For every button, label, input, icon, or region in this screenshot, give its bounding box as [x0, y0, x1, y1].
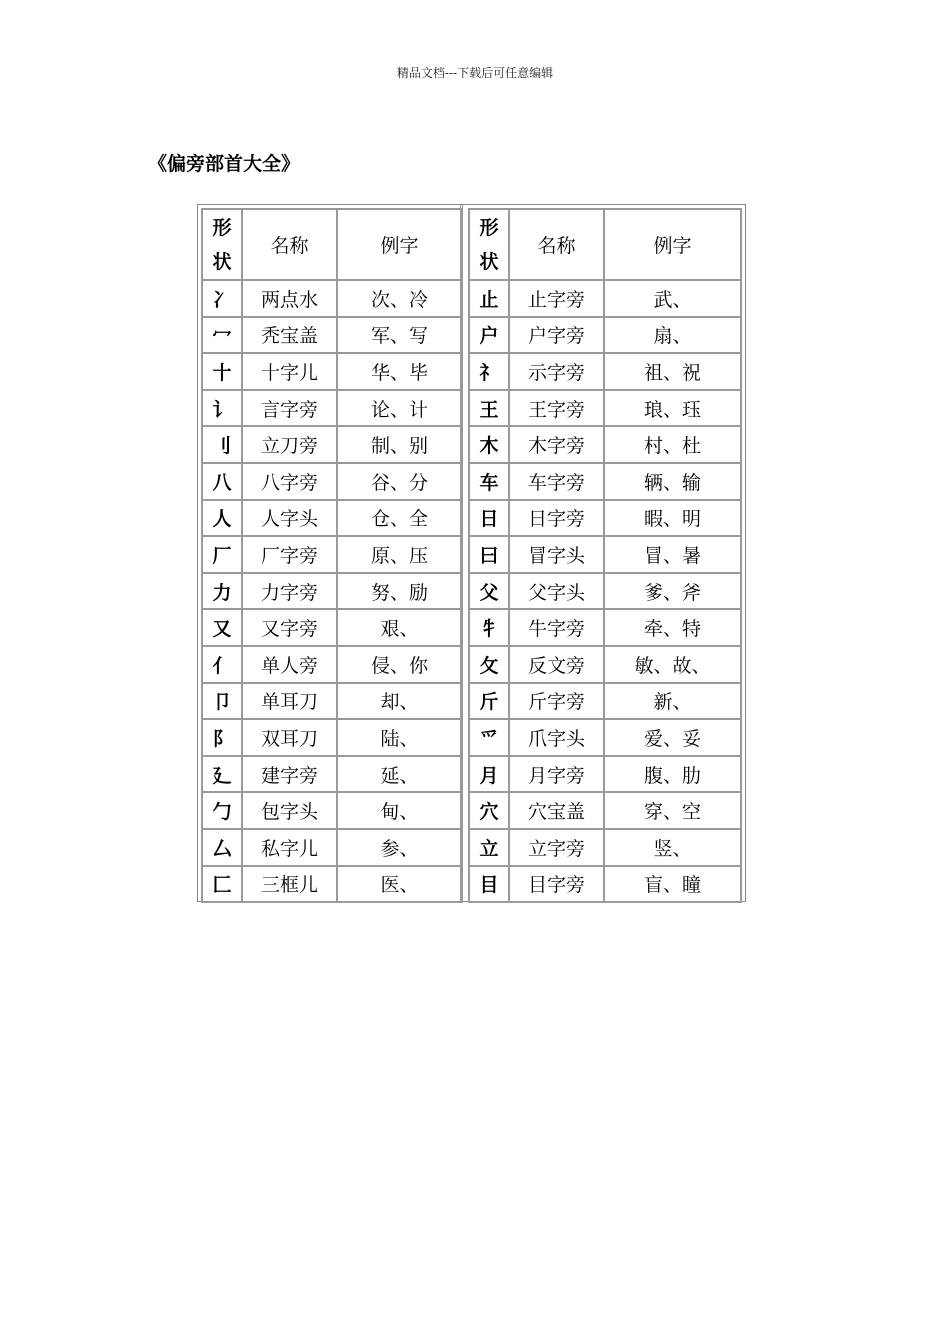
table-row	[202, 353, 462, 390]
table-row	[202, 756, 462, 793]
radical-shape: 车	[469, 463, 509, 500]
table-row	[202, 426, 462, 463]
radical-shape: 刂	[202, 426, 242, 463]
table-row	[469, 573, 741, 610]
radical-shape: 厂	[202, 536, 242, 573]
radical-shape: 八	[202, 463, 242, 500]
radical-example: 制、别	[337, 426, 462, 463]
radical-shape: 亻	[202, 646, 242, 683]
radical-example: 论、计	[337, 390, 462, 427]
radical-example: 牵、特	[604, 609, 741, 646]
radical-example: 谷、分	[337, 463, 462, 500]
radical-example: 陆、	[337, 719, 462, 756]
radical-example: 华、毕	[337, 353, 462, 390]
radical-shape: 月	[469, 756, 509, 793]
radical-shape: 冖	[202, 317, 242, 354]
radical-shape: 力	[202, 573, 242, 610]
radical-shape: 礻	[469, 353, 509, 390]
radical-shape: 廴	[202, 756, 242, 793]
table-row	[202, 829, 462, 866]
radical-example: 侵、你	[337, 646, 462, 683]
radical-example: 琅、珏	[604, 390, 741, 427]
table-row	[469, 317, 741, 354]
radical-shape: 曰	[469, 536, 509, 573]
radical-name: 月字旁	[509, 756, 604, 793]
radical-example: 村、杜	[604, 426, 741, 463]
radical-shape: 卩	[202, 683, 242, 720]
radical-shape: 讠	[202, 390, 242, 427]
table-row	[202, 536, 462, 573]
radical-name: 双耳刀	[242, 719, 337, 756]
radical-name: 人字头	[242, 500, 337, 537]
radical-name: 示字旁	[509, 353, 604, 390]
radical-name: 十字儿	[242, 353, 337, 390]
table-row	[202, 500, 462, 537]
radical-shape: 立	[469, 829, 509, 866]
radical-name: 木字旁	[509, 426, 604, 463]
radical-example: 努、励	[337, 573, 462, 610]
radical-example: 爹、斧	[604, 573, 741, 610]
radical-shape: 斤	[469, 683, 509, 720]
radical-example: 甸、	[337, 792, 462, 829]
header-shape	[202, 209, 242, 280]
radical-name: 八字旁	[242, 463, 337, 500]
header-row	[202, 209, 462, 280]
table-row	[469, 500, 741, 537]
radical-shape: 阝	[202, 719, 242, 756]
table-row	[469, 536, 741, 573]
radical-example: 艰、	[337, 609, 462, 646]
radical-shape: 止	[469, 280, 509, 317]
radical-shape: 目	[469, 866, 509, 903]
header-example: 例字	[337, 209, 462, 280]
header-example: 例字	[604, 209, 741, 280]
radical-example: 冒、暑	[604, 536, 741, 573]
radical-example: 爱、妥	[604, 719, 741, 756]
radical-example: 次、冷	[337, 280, 462, 317]
radical-shape: 匚	[202, 866, 242, 903]
table-row	[469, 609, 741, 646]
table-row	[469, 280, 741, 317]
radical-name: 两点水	[242, 280, 337, 317]
radical-example: 却、	[337, 683, 462, 720]
radical-example: 祖、祝	[604, 353, 741, 390]
radical-name: 穴宝盖	[509, 792, 604, 829]
radical-shape: 王	[469, 390, 509, 427]
radical-shape: 父	[469, 573, 509, 610]
radical-shape: 穴	[469, 792, 509, 829]
radical-example: 竖、	[604, 829, 741, 866]
table-row	[469, 646, 741, 683]
header-shape-line2: 状	[479, 250, 499, 273]
header-row	[469, 209, 741, 280]
radical-example: 辆、输	[604, 463, 741, 500]
table-separator	[460, 205, 463, 901]
table-row	[469, 866, 741, 903]
radical-name: 三框儿	[242, 866, 337, 903]
radical-shape: 十	[202, 353, 242, 390]
radical-name: 牛字旁	[509, 609, 604, 646]
radical-shape: 冫	[202, 280, 242, 317]
table-row	[202, 683, 462, 720]
radical-shape: 牜	[469, 609, 509, 646]
radical-shape: 日	[469, 500, 509, 537]
radical-name: 秃宝盖	[242, 317, 337, 354]
radical-shape: 人	[202, 500, 242, 537]
table-row	[202, 317, 462, 354]
radical-example: 延、	[337, 756, 462, 793]
table-row	[202, 792, 462, 829]
table-row	[469, 463, 741, 500]
table-row	[202, 866, 462, 903]
document-title: 《偏旁部首大全》	[148, 153, 301, 175]
table-row	[469, 792, 741, 829]
table-row	[469, 829, 741, 866]
table-row	[469, 719, 741, 756]
radicals-table-right	[468, 208, 742, 903]
table-row	[202, 463, 462, 500]
radical-shape: 又	[202, 609, 242, 646]
table-row	[202, 573, 462, 610]
header-shape-line1: 形	[212, 216, 232, 239]
radical-name: 王字旁	[509, 390, 604, 427]
radicals-table-frame	[197, 204, 746, 902]
table-row	[469, 426, 741, 463]
radical-name: 目字旁	[509, 866, 604, 903]
radical-name: 爪字头	[509, 719, 604, 756]
radical-shape: 户	[469, 317, 509, 354]
radical-name: 又字旁	[242, 609, 337, 646]
radical-name: 包字头	[242, 792, 337, 829]
radical-example: 敏、故、	[604, 646, 741, 683]
radical-name: 立刀旁	[242, 426, 337, 463]
header-name: 名称	[509, 209, 604, 280]
radical-name: 建字旁	[242, 756, 337, 793]
table-row	[202, 280, 462, 317]
radical-example: 新、	[604, 683, 741, 720]
radical-example: 暇、明	[604, 500, 741, 537]
radical-example: 仓、全	[337, 500, 462, 537]
radical-shape: 勹	[202, 792, 242, 829]
table-row	[202, 646, 462, 683]
page-header: 精品文档---下载后可任意编辑	[396, 66, 554, 80]
table-row	[469, 683, 741, 720]
radical-example: 参、	[337, 829, 462, 866]
radical-shape: 木	[469, 426, 509, 463]
radical-example: 武、	[604, 280, 741, 317]
radical-name: 车字旁	[509, 463, 604, 500]
radical-name: 止字旁	[509, 280, 604, 317]
table-row	[202, 719, 462, 756]
radical-example: 盲、瞳	[604, 866, 741, 903]
radical-name: 单人旁	[242, 646, 337, 683]
radical-example: 穿、空	[604, 792, 741, 829]
header-shape	[469, 209, 509, 280]
radical-name: 日字旁	[509, 500, 604, 537]
radical-name: 冒字头	[509, 536, 604, 573]
table-row	[469, 353, 741, 390]
table-row	[202, 390, 462, 427]
radical-shape: 厶	[202, 829, 242, 866]
radical-name: 力字旁	[242, 573, 337, 610]
table-row	[469, 390, 741, 427]
table-row	[202, 609, 462, 646]
radical-name: 言字旁	[242, 390, 337, 427]
header-shape-line1: 形	[479, 216, 499, 239]
radical-name: 私字儿	[242, 829, 337, 866]
radical-example: 医、	[337, 866, 462, 903]
radical-name: 斤字旁	[509, 683, 604, 720]
radical-name: 单耳刀	[242, 683, 337, 720]
radical-name: 反文旁	[509, 646, 604, 683]
header-shape-line2: 状	[212, 250, 232, 273]
radical-name: 厂字旁	[242, 536, 337, 573]
radical-example: 扇、	[604, 317, 741, 354]
radicals-table-left	[201, 208, 463, 903]
radical-example: 腹、肋	[604, 756, 741, 793]
radical-name: 户字旁	[509, 317, 604, 354]
header-name: 名称	[242, 209, 337, 280]
radical-example: 军、写	[337, 317, 462, 354]
radical-shape: 攵	[469, 646, 509, 683]
radical-shape: 爫	[469, 719, 509, 756]
radical-example: 原、压	[337, 536, 462, 573]
table-row	[469, 756, 741, 793]
radical-name: 父字头	[509, 573, 604, 610]
radical-name: 立字旁	[509, 829, 604, 866]
